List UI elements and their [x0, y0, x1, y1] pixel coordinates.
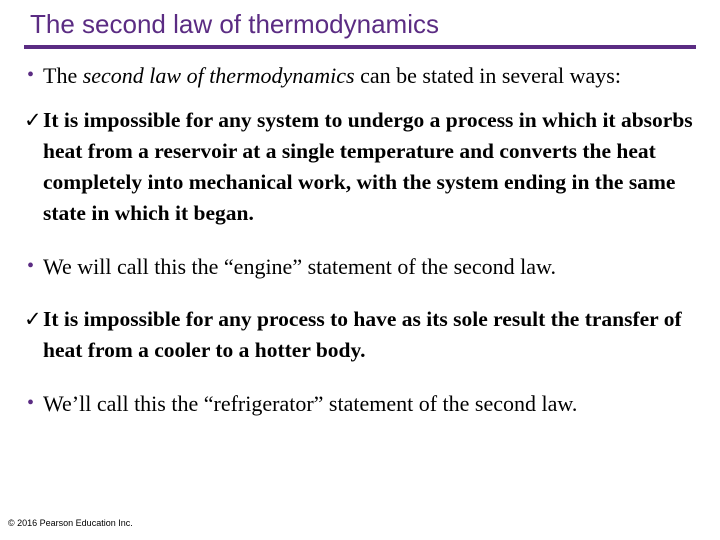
spacer [24, 282, 696, 304]
title-underline [24, 45, 696, 49]
bullet-intro-suffix: can be stated in several ways: [354, 63, 621, 88]
bullet-intro-prefix: The [43, 63, 83, 88]
copyright-footer: © 2016 Pearson Education Inc. [8, 518, 133, 528]
bullet-refrigerator-name [24, 388, 696, 419]
bullet-dot-icon: • [27, 255, 35, 277]
bullet-engine-name-text: We will call this the “engine” statement of the second law. [43, 254, 557, 279]
bullet-intro-emphasis: second law of thermodynamics [82, 63, 355, 88]
bullet-engine-name [24, 251, 696, 282]
refrigerator-statement [24, 304, 696, 366]
spacer [24, 229, 696, 251]
engine-statement-text: It is impossible for any system to undergo a process in which it absorbs heat from a reservoir at a single temperature and converts the heat completely into mechanical work, with the system ending in the same state in which it began. [43, 108, 693, 225]
slide-body [24, 60, 696, 419]
checkmark-icon: ✓ [24, 307, 42, 331]
slide-title: The second law of thermodynamics [30, 9, 439, 39]
spacer [24, 91, 696, 105]
bullet-refrigerator-name-text: We’ll call this the “refrigerator” statement of the second law. [43, 391, 578, 416]
refrigerator-statement-text: It is impossible for any process to have as its sole result the transfer of heat from a cooler to a hotter body. [43, 307, 682, 362]
bullet-intro [24, 60, 696, 91]
bullet-dot-icon: • [27, 64, 35, 86]
bullet-dot-icon: • [27, 392, 35, 414]
spacer [24, 366, 696, 388]
engine-statement [24, 105, 696, 229]
checkmark-icon: ✓ [24, 108, 42, 132]
